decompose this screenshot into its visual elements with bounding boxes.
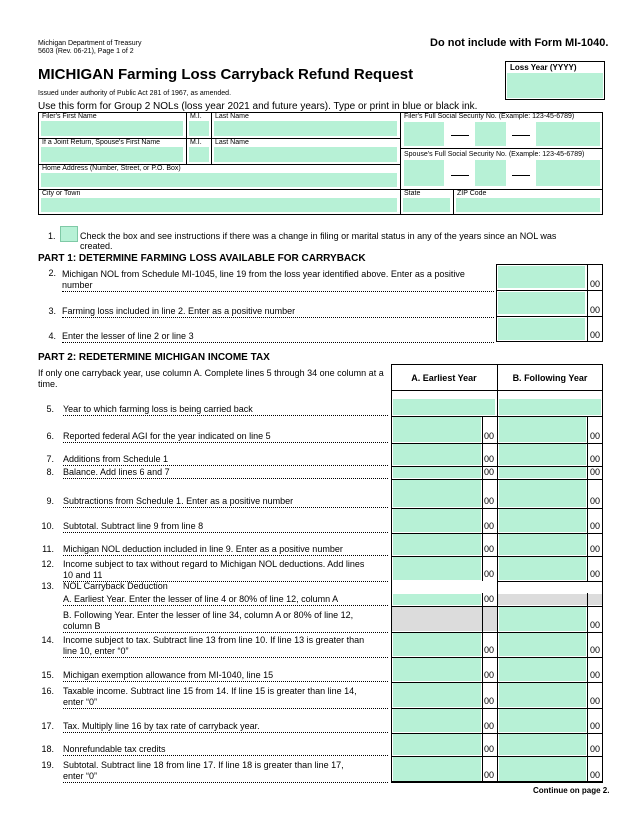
- line-13b-cents-sep-b: [587, 606, 588, 632]
- line-19-divider: [391, 782, 603, 783]
- line-5-text: Year to which farming loss is being carried back: [63, 404, 388, 416]
- address-label: Home Address (Number, Street, or P.O. Box): [42, 165, 181, 172]
- line-8-text: Balance. Add lines 6 and 7: [63, 467, 388, 479]
- line-12-cents-a: 00: [484, 569, 495, 579]
- line-13b-cents-sep-a: [482, 606, 483, 632]
- column-a-header: A. Earliest Year: [411, 373, 477, 383]
- line-14-cents-a: 00: [484, 645, 495, 655]
- line-19-number: 19.: [41, 760, 54, 770]
- line-6-cents-sep-b: [587, 416, 588, 443]
- spouse-ssn-label: Spouse's Full Social Security No. (Example: 123-45-6789): [404, 151, 585, 158]
- line-19-cents-sep-b: [587, 756, 588, 782]
- notice: Do not include with Form MI-1040.: [430, 37, 609, 49]
- line-9-text: Subtractions from Schedule 1. Enter as a positive number: [63, 496, 388, 508]
- line-15-text: Michigan exemption allowance from MI-1040, line 15: [63, 670, 388, 682]
- line-17-cents-sep-b: [587, 708, 588, 733]
- line-3-cents: 00: [590, 305, 601, 315]
- line-15-cents-b: 00: [590, 670, 601, 680]
- line-16-number: 16.: [41, 686, 54, 696]
- line-10-col-a-input[interactable]: [393, 509, 481, 532]
- line-7-number: 7.: [46, 454, 54, 464]
- line-14-text-cont: line 10, enter “0”: [63, 646, 388, 658]
- line-19-cents-b: 00: [590, 770, 601, 780]
- line-13a-cents-sep-b: [587, 593, 588, 606]
- loss-year-input[interactable]: [507, 73, 603, 98]
- line-7-col-b-input[interactable]: [499, 444, 586, 465]
- continue-note: Continue on page 2.: [533, 786, 610, 795]
- line-9-col-b-input[interactable]: [499, 480, 586, 507]
- line-17-cents-b: 00: [590, 721, 601, 731]
- line-7-cents-b: 00: [590, 454, 601, 464]
- line-19-col-b-input[interactable]: [499, 757, 586, 781]
- line-8-cents-sep-b: [587, 466, 588, 479]
- line-7-cents-sep-b: [587, 443, 588, 466]
- home-address-input[interactable]: [41, 173, 397, 187]
- filer-last-name-input[interactable]: [214, 121, 397, 136]
- state-input[interactable]: [403, 198, 450, 212]
- line-3-number: 3.: [48, 306, 56, 316]
- line-15-col-a-input[interactable]: [393, 658, 481, 681]
- line-11-cents-sep-a: [482, 533, 483, 556]
- filer-ssn-part2[interactable]: [475, 122, 506, 146]
- line-11-col-b-input[interactable]: [499, 534, 586, 555]
- line-2-cents: 00: [590, 279, 601, 289]
- line-15-cents-sep-b: [587, 657, 588, 682]
- line-6-cents-b: 00: [590, 431, 601, 441]
- loss-year-label: Loss Year (YYYY): [510, 63, 577, 72]
- line-11-text: Michigan NOL deduction included in line 9. Enter as a positive number: [63, 544, 388, 556]
- line-10-col-b-input[interactable]: [499, 509, 586, 532]
- mi-label-2: M.I.: [190, 139, 202, 146]
- line-12-text-cont: 10 and 11: [63, 570, 388, 582]
- line-13a-cents-sep-a: [482, 593, 483, 606]
- spouse-first-name-input[interactable]: [41, 147, 183, 162]
- line-6-text: Reported federal AGI for the year indicated on line 5: [63, 431, 388, 443]
- spouse-mi-input[interactable]: [189, 147, 209, 162]
- line-14-cents-sep-b: [587, 632, 588, 657]
- line-8-cents-sep-a: [482, 466, 483, 479]
- line-5-col-b-input[interactable]: [499, 399, 601, 415]
- line-14-text: Income subject to tax. Subtract line 13 from line 10. If line 13 is greater than: [63, 635, 365, 645]
- line-13a-text: A. Earliest Year. Enter the lesser of line 4 or 80% of line 12, column A: [63, 594, 388, 606]
- zip-input[interactable]: [456, 198, 600, 212]
- line-18-cents-a: 00: [484, 744, 495, 754]
- line-10-cents-sep-b: [587, 508, 588, 533]
- line-17-col-b-input[interactable]: [499, 709, 586, 732]
- part1-title: PART 1: DETERMINE FARMING LOSS AVAILABLE FOR CARRYBACK: [38, 253, 366, 264]
- line-13-blank-a: [392, 581, 497, 593]
- line-19-text: Subtotal. Subtract line 18 from line 17. If line 18 is greater than line 17,: [63, 760, 344, 770]
- line-8-col-b-input[interactable]: [499, 467, 586, 478]
- line-10-text: Subtotal. Subtract line 9 from line 8: [63, 521, 388, 533]
- line-11-cents-b: 00: [590, 544, 601, 554]
- line-9-cents-sep-b: [587, 479, 588, 508]
- line-2-text: Michigan NOL from Schedule MI-1045, line 19 from the loss year identified above. Enter as a positive: [62, 269, 465, 279]
- line-18-cents-sep-a: [482, 733, 483, 756]
- spouse-last-name-input[interactable]: [214, 147, 397, 162]
- line-4-number: 4.: [48, 331, 56, 341]
- line-12-col-b-input[interactable]: [499, 557, 586, 580]
- line-5-col-a-input[interactable]: [393, 399, 495, 415]
- spouse-first-label: If a Joint Return, Spouse's First Name: [42, 139, 161, 146]
- line-15-col-b-input[interactable]: [499, 658, 586, 681]
- line-16-text: Taxable income. Subtract line 15 from 14. If line 15 is greater than line 14,: [63, 686, 357, 696]
- authority-text: Issued under authority of Public Act 281 of 1967, as amended.: [38, 90, 232, 97]
- line-10-number: 10.: [41, 521, 54, 531]
- line-17-col-a-input[interactable]: [393, 709, 481, 732]
- line-2-number: 2.: [48, 268, 56, 278]
- line-16-cents-b: 00: [590, 696, 601, 706]
- line-12-number: 12.: [41, 559, 54, 569]
- line-1-number: 1.: [48, 231, 56, 241]
- line-7-text: Additions from Schedule 1: [63, 454, 388, 466]
- line-12-cents-sep-b: [587, 556, 588, 581]
- status-change-checkbox[interactable]: [60, 226, 78, 242]
- line-19-text-cont: enter “0”: [63, 771, 388, 783]
- line-11-number: 11.: [42, 544, 54, 554]
- line-13a-cents-a: 00: [484, 594, 495, 604]
- line-14-col-b-input[interactable]: [499, 633, 586, 656]
- line-8-col-a-input[interactable]: [393, 467, 481, 478]
- line-4-cents: 00: [590, 330, 601, 340]
- spouse-ssn-part2[interactable]: [475, 160, 506, 186]
- line-2-input[interactable]: [498, 266, 585, 288]
- line-14-cents-sep-a: [482, 632, 483, 657]
- line-2-text-cont: number: [62, 280, 494, 292]
- line-18-text: Nonrefundable tax credits: [63, 744, 388, 756]
- line-8-number: 8.: [46, 467, 54, 477]
- line-18-col-b-input[interactable]: [499, 734, 586, 755]
- line-12-text: Income subject to tax without regard to Michigan NOL deductions. Add lines: [63, 559, 365, 569]
- line-12-cents-sep-a: [482, 556, 483, 581]
- agency-name: Michigan Department of Treasury: [38, 40, 142, 47]
- line-16-col-b-input[interactable]: [499, 683, 586, 707]
- line-15-cents-a: 00: [484, 670, 495, 680]
- line-10-cents-sep-a: [482, 508, 483, 533]
- filer-first-name-input[interactable]: [41, 121, 183, 136]
- line-9-number: 9.: [46, 496, 54, 506]
- line-7-cents-sep-a: [482, 443, 483, 466]
- zip-label: ZIP Code: [457, 190, 487, 197]
- line-13b-cents-b: 00: [590, 620, 601, 630]
- line-12-col-a-input[interactable]: [393, 557, 481, 580]
- line-11-col-a-input[interactable]: [393, 534, 481, 555]
- line-4-text: Enter the lesser of line 2 or line 3: [62, 331, 494, 343]
- line-16-cents-a: 00: [484, 696, 495, 706]
- line-5-number: 5.: [46, 404, 54, 414]
- line-3-input[interactable]: [498, 292, 585, 314]
- line-17-text: Tax. Multiply line 16 by tax rate of carryback year.: [63, 721, 388, 733]
- line-6-number: 6.: [46, 431, 54, 441]
- state-label: State: [404, 190, 421, 197]
- line-9-cents-a: 00: [484, 496, 495, 506]
- line-13b-text-cont: column B: [63, 621, 388, 633]
- line-11-cents-a: 00: [484, 544, 495, 554]
- filer-ssn-label: Filer's Full Social Security No. (Example: 123-45-6789): [404, 113, 575, 120]
- line-16-col-a-input[interactable]: [393, 683, 481, 707]
- line-6-col-a-input[interactable]: [393, 417, 481, 442]
- spouse-ssn-part3[interactable]: [536, 160, 600, 186]
- line-13a-col-a-input[interactable]: [393, 594, 481, 605]
- line-14-col-a-input[interactable]: [393, 633, 481, 656]
- line-11-cents-sep-b: [587, 533, 588, 556]
- part2-title: PART 2: REDETERMINE MICHIGAN INCOME TAX: [38, 352, 270, 363]
- line-18-cents-b: 00: [590, 744, 601, 754]
- line-15-number: 15.: [41, 670, 54, 680]
- line-9-col-a-input[interactable]: [393, 480, 481, 507]
- spouse-ssn-part1[interactable]: [404, 160, 444, 186]
- last-name-label: Last Name: [215, 113, 249, 120]
- line-19-cents-a: 00: [484, 770, 495, 780]
- filer-mi-input[interactable]: [189, 121, 209, 136]
- line-17-number: 17.: [41, 721, 54, 731]
- line-18-col-a-input[interactable]: [393, 734, 481, 755]
- line-12-cents-b: 00: [590, 569, 601, 579]
- part2-intro: If only one carryback year, use column A. Complete lines 5 through 34 one column at a time.: [38, 368, 384, 389]
- line-9-cents-sep-a: [482, 479, 483, 508]
- line-16-text-cont: enter “0”: [63, 697, 388, 709]
- line-13b-text: B. Following Year. Enter the lesser of line 34, column A or 80% of line 12,: [63, 610, 354, 620]
- line-6-cents-sep-a: [482, 416, 483, 443]
- line-13-text: NOL Carryback Deduction: [63, 581, 168, 591]
- line-1-text: Check the box and see instructions if there was a change in filing or marital status in any of the years since an NOL was: [80, 231, 557, 241]
- line-10-cents-a: 00: [484, 521, 495, 531]
- line-14-cents-b: 00: [590, 645, 601, 655]
- line-14-number: 14.: [41, 635, 54, 645]
- column-b-header: B. Following Year: [512, 373, 588, 383]
- city-input[interactable]: [41, 198, 397, 212]
- form-id: 5603 (Rev. 06-21), Page 1 of 2: [38, 48, 134, 55]
- line-1-text-cont: created.: [80, 241, 113, 251]
- mi-label: M.I.: [190, 113, 202, 120]
- filer-ssn-part3[interactable]: [536, 122, 600, 146]
- line-19-col-a-input[interactable]: [393, 757, 481, 781]
- filer-first-label: Filer's First Name: [42, 113, 97, 120]
- line-7-col-a-input[interactable]: [393, 444, 481, 465]
- line-3-text: Farming loss included in line 2. Enter as a positive number: [62, 306, 494, 318]
- line-7-cents-a: 00: [484, 454, 495, 464]
- last-name-label-2: Last Name: [215, 139, 249, 146]
- city-label: City or Town: [42, 190, 81, 197]
- line-13b-col-b-input[interactable]: [499, 607, 586, 631]
- page-title: MICHIGAN Farming Loss Carryback Refund Request: [38, 66, 414, 83]
- line-19-cents-sep-a: [482, 756, 483, 782]
- line-6-col-b-input[interactable]: [499, 417, 586, 442]
- line-4-input[interactable]: [498, 318, 585, 340]
- filer-ssn-part1[interactable]: [404, 122, 444, 146]
- line-17-cents-a: 00: [484, 721, 495, 731]
- line-16-cents-sep-b: [587, 682, 588, 708]
- line-8-cents-b: 00: [590, 467, 601, 477]
- line-16-cents-sep-a: [482, 682, 483, 708]
- line-17-cents-sep-a: [482, 708, 483, 733]
- line-6-cents-a: 00: [484, 431, 495, 441]
- instructions: Use this form for Group 2 NOLs (loss year 2021 and future years). Type or print in blue or black ink.: [38, 101, 478, 112]
- line-13-number: 13.: [41, 581, 54, 591]
- line-10-cents-b: 00: [590, 521, 601, 531]
- line-9-cents-b: 00: [590, 496, 601, 506]
- line-15-cents-sep-a: [482, 657, 483, 682]
- line-18-number: 18.: [41, 744, 54, 754]
- line-18-cents-sep-b: [587, 733, 588, 756]
- line-8-cents-a: 00: [484, 467, 495, 477]
